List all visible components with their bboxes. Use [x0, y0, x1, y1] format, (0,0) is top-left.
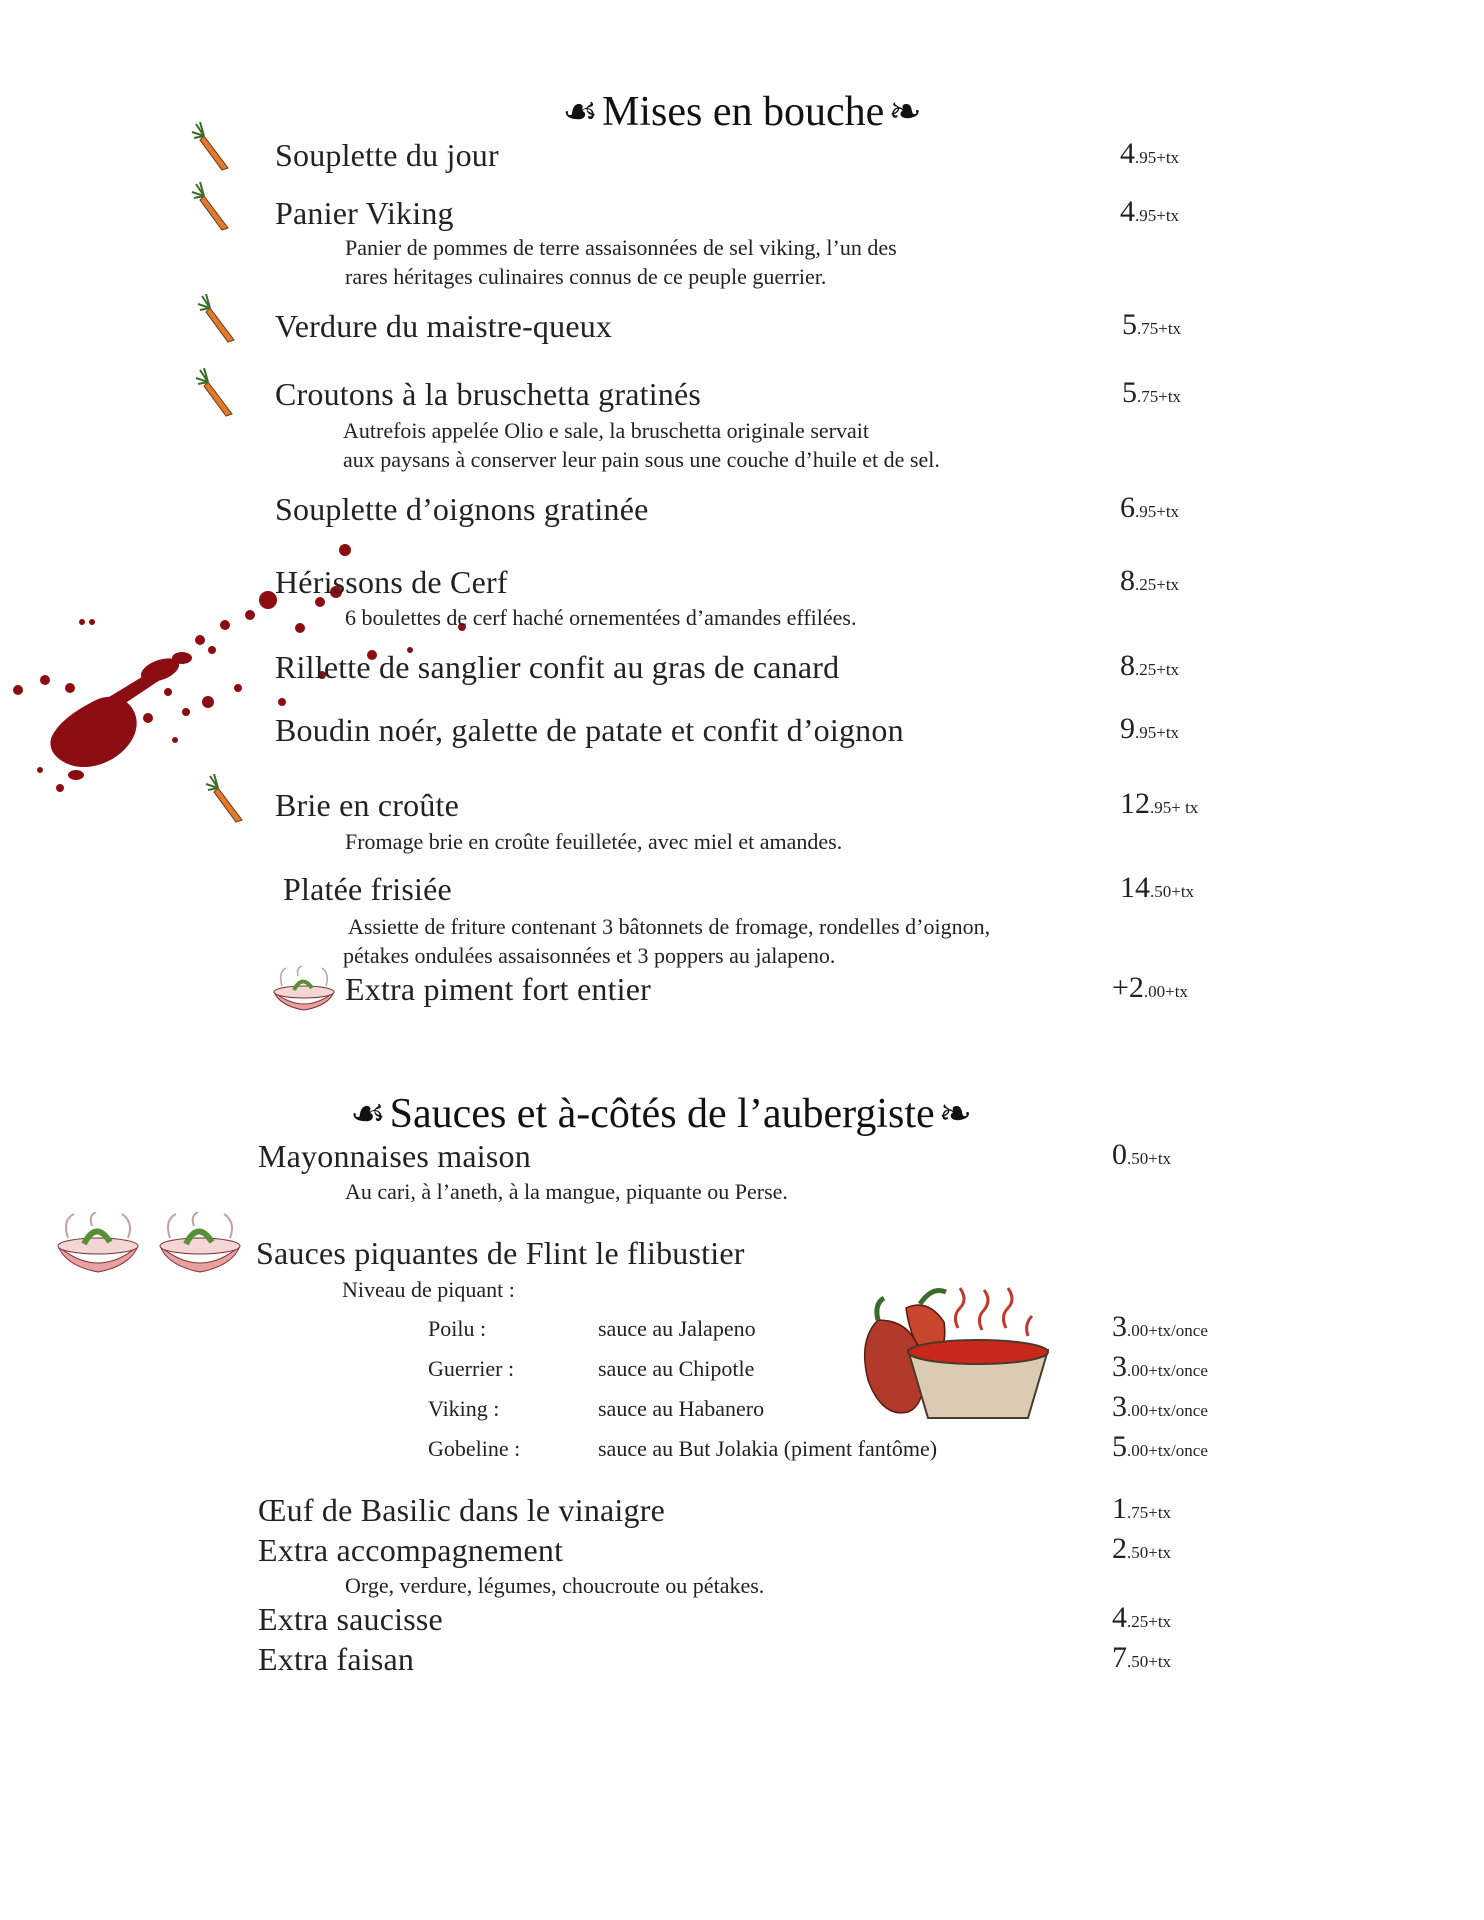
price-main: 3: [1112, 1310, 1127, 1343]
menu-item-name: Rillette de sanglier confit au gras de canard: [275, 649, 840, 685]
carrot-icon: [194, 368, 238, 420]
price-main: 4: [1112, 1601, 1127, 1634]
price-main: 0: [1112, 1138, 1127, 1171]
price-rest: .75+tx: [1137, 387, 1182, 406]
menu-item-price: [1120, 787, 1198, 821]
price-rest: .00+tx/once: [1127, 1361, 1208, 1380]
price-rest: .50+tx: [1127, 1543, 1172, 1562]
menu-item-name: Mayonnaises maison: [258, 1138, 531, 1174]
price-rest: .25+tx: [1135, 575, 1180, 594]
menu-item-description: Fromage brie en croûte feuilletée, avec miel et amandes.: [345, 829, 843, 854]
price-main: 8: [1120, 564, 1135, 597]
price-main: 8: [1120, 649, 1135, 682]
price-main: 5: [1122, 308, 1137, 341]
menu-item-name: Panier Viking: [275, 195, 454, 231]
price-main: 4: [1120, 195, 1135, 228]
price-rest: .95+tx: [1135, 148, 1180, 167]
menu-item-price: [1112, 1641, 1171, 1675]
price-rest: .95+tx: [1135, 206, 1180, 225]
menu-item-name: Souplette d’oignons gratinée: [275, 491, 649, 527]
price-main: 6: [1120, 491, 1135, 524]
menu-item-price: [1112, 1532, 1171, 1566]
price-main: 5: [1122, 376, 1137, 409]
price-rest: .00+tx: [1143, 982, 1188, 1001]
carrot-icon: [190, 182, 234, 234]
carrot-icon: [196, 294, 240, 346]
sauce-name: sauce au Chipotle: [598, 1356, 755, 1381]
price-rest: .95+ tx: [1150, 798, 1199, 817]
menu-item-price: [1122, 308, 1181, 342]
pepper-and-sauce-bowl: [848, 1280, 1058, 1430]
sauce-price: [1112, 1390, 1208, 1424]
menu-item-name: Brie en croûte: [275, 787, 460, 823]
pepper-plate-icon: [52, 1212, 144, 1280]
ornament-left-icon: ☙: [349, 1091, 386, 1137]
menu-item-description: Au cari, à l’aneth, à la mangue, piquante ou Perse.: [345, 1179, 788, 1204]
pepper-plate-icon: [154, 1212, 246, 1280]
menu-item-description: Autrefois appelée Olio e sale, la bruschetta originale servait: [343, 418, 869, 443]
menu-item-name: Platée frisiée: [283, 871, 452, 907]
spice-level-name: Gobeline :: [428, 1436, 521, 1461]
price-rest: .75+tx: [1137, 319, 1182, 338]
carrot-icon: [190, 122, 234, 174]
menu-item-description: aux paysans à conserver leur pain sous une couche d’huile et de sel.: [343, 447, 940, 472]
pepper-plate-icon: [268, 966, 340, 1016]
price-main: 2: [1112, 1532, 1127, 1565]
menu-item-name: Extra faisan: [258, 1641, 415, 1677]
menu-item-description: Assiette de friture contenant 3 bâtonnets de fromage, rondelles d’oignon,: [348, 914, 991, 939]
menu-item-name: Boudin noér, galette de patate et confit d’oignon: [275, 712, 904, 748]
ornament-right-icon: ❧: [888, 89, 922, 135]
price-rest: .50+tx: [1150, 882, 1195, 901]
menu-item-description: Panier de pommes de terre assaisonnées de sel viking, l’un des: [345, 235, 897, 260]
menu-item-price: [1112, 1138, 1171, 1172]
price-main: 12: [1120, 787, 1150, 820]
spice-level-name: Viking :: [428, 1396, 500, 1421]
menu-item-price: [1122, 376, 1181, 410]
price-rest: .95+tx: [1135, 502, 1180, 521]
ornament-left-icon: ☙: [562, 89, 599, 135]
price-main: 7: [1112, 1641, 1127, 1674]
price-rest: .00+tx/once: [1127, 1321, 1208, 1340]
sauce-name: sauce au Jalapeno: [598, 1316, 756, 1341]
menu-item-price: [1120, 712, 1179, 746]
price-main: 5: [1112, 1430, 1127, 1463]
price-main: 4: [1120, 137, 1135, 170]
price-main: 1: [1112, 1492, 1127, 1525]
spice-level-name: Guerrier :: [428, 1356, 515, 1381]
price-main: 3: [1112, 1390, 1127, 1423]
menu-item-price: [1120, 195, 1179, 229]
menu-item-price: [1120, 649, 1179, 683]
menu-item-price: [1120, 564, 1179, 598]
price-main: 3: [1112, 1350, 1127, 1383]
price-main: 9: [1120, 712, 1135, 745]
menu-item-name: Verdure du maistre-queux: [275, 308, 613, 344]
menu-item-price: [1120, 491, 1179, 525]
menu-item-name: Extra saucisse: [258, 1601, 443, 1637]
section-title-text: Sauces et à-côtés de l’aubergiste: [389, 1091, 935, 1137]
spice-level-name: Poilu :: [428, 1316, 487, 1341]
price-rest: .25+tx: [1135, 660, 1180, 679]
menu-item-name: Sauces piquantes de Flint le flibustier: [256, 1235, 745, 1271]
sauce-name: sauce au But Jolakia (piment fantôme): [598, 1436, 938, 1461]
ornament-right-icon: ❧: [938, 1091, 973, 1137]
price-rest: .00+tx/once: [1127, 1441, 1208, 1460]
section-title-sauces: [0, 1090, 1322, 1138]
menu-item-description: 6 boulettes de cerf haché ornementées d’amandes effilées.: [345, 605, 857, 630]
menu-item-name: Hérissons de Cerf: [275, 564, 508, 600]
sauce-price: [1112, 1350, 1208, 1384]
section-title-text: Mises en bouche: [602, 89, 885, 135]
sauce-price: [1112, 1310, 1208, 1344]
menu-item-name: Extra piment fort entier: [345, 971, 652, 1007]
spice-level-label: Niveau de piquant :: [342, 1277, 515, 1302]
price-rest: .25+tx: [1127, 1612, 1172, 1631]
menu-item-name: Souplette du jour: [275, 137, 499, 173]
price-main: +2: [1112, 971, 1144, 1004]
menu-item-description: rares héritages culinaires connus de ce peuple guerrier.: [345, 264, 827, 289]
carrot-icon: [204, 774, 248, 826]
menu-item-price: [1120, 137, 1179, 171]
menu-item-name: Œuf de Basilic dans le vinaigre: [258, 1492, 665, 1528]
sauce-price: [1112, 1430, 1208, 1464]
sauce-name: sauce au Habanero: [598, 1396, 765, 1421]
price-rest: .50+tx: [1127, 1652, 1172, 1671]
price-main: 14: [1120, 871, 1150, 904]
menu-item-name: Croutons à la bruschetta gratinés: [275, 376, 702, 412]
price-rest: .50+tx: [1127, 1149, 1172, 1168]
menu-item-description: Orge, verdure, légumes, choucroute ou pétakes.: [345, 1573, 765, 1598]
price-rest: .75+tx: [1127, 1503, 1172, 1522]
price-rest: .00+tx/once: [1127, 1401, 1208, 1420]
price-rest: .95+tx: [1135, 723, 1180, 742]
menu-item-price: [1120, 871, 1194, 905]
menu-item-name: Extra accompagnement: [258, 1532, 564, 1568]
menu-item-price: [1112, 1492, 1171, 1526]
menu-item-price: [1112, 1601, 1171, 1635]
menu-item-description: pétakes ondulées assaisonnées et 3 poppers au jalapeno.: [343, 943, 836, 968]
menu-item-price: [1112, 971, 1188, 1005]
